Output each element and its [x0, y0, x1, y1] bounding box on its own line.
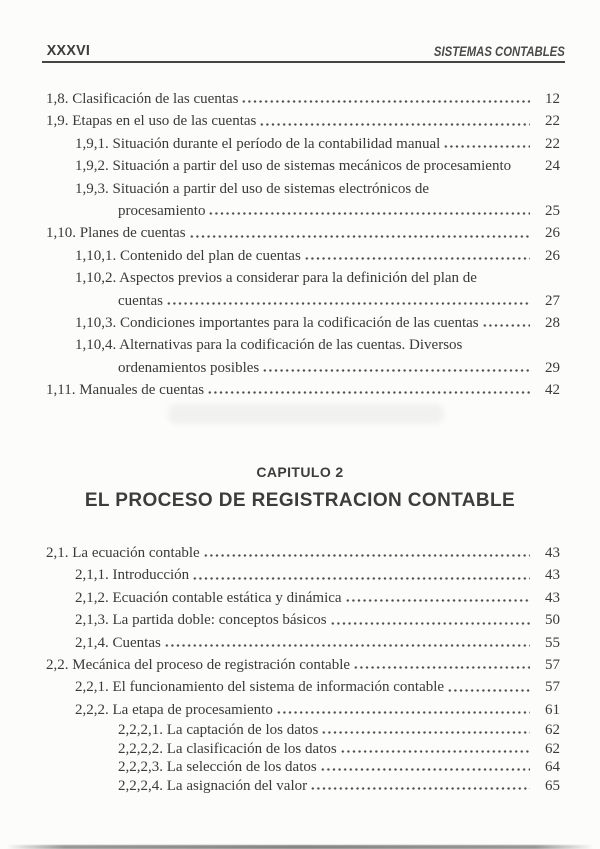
toc-entry-text: 2,2,2. La etapa de procesamiento — [75, 701, 273, 718]
toc-row — [46, 155, 560, 177]
toc-entry-text: 2,1,2. Ecuación contable estática y dinámica — [75, 589, 342, 606]
toc-entry-page: 65 — [545, 777, 560, 794]
toc-entry-text: 2,1,3. La partida doble: conceptos básicos — [75, 612, 327, 629]
toc-row — [46, 542, 560, 564]
toc-entry-text: 2,1. La ecuación contable — [46, 545, 200, 561]
dot-leader — [432, 190, 530, 193]
chapter-label: CAPITULO 2 — [256, 464, 344, 480]
toc-entry-page: 43 — [545, 567, 560, 584]
running-header — [42, 0, 565, 63]
toc-entry-text: 1,10. Planes de cuentas — [46, 225, 186, 242]
page-folio: XXXVI — [46, 42, 91, 59]
toc-entry-page: 28 — [545, 314, 560, 331]
toc-entry-page: 24 — [545, 158, 560, 175]
toc-entry-text: 1,10,4. Alternativas para la codificación de las cuentas. Diversos — [75, 337, 463, 354]
toc-row — [46, 200, 560, 222]
toc-entry-text: 2,2. Mecánica del proceso de registración contable — [46, 656, 351, 673]
toc-entry-text: ordenamientos posibles — [118, 359, 260, 376]
toc-entry-text: 1,10,1. Contenido del plan de cuentas — [75, 247, 301, 264]
toc-chapter1-list — [46, 88, 560, 401]
toc-entry-page: 43 — [545, 545, 560, 561]
toc-entry-page: 29 — [545, 359, 560, 376]
running-title: SISTEMAS CONTABLES — [434, 44, 565, 59]
toc-entry-page: 26 — [545, 225, 560, 242]
toc-row — [46, 290, 560, 312]
toc-entry-text: 2,2,2,1. La captación de los datos — [118, 722, 319, 739]
dot-leader — [330, 622, 530, 625]
toc-entry-text: 1,9. Etapas en el uso de las cuentas — [46, 113, 257, 130]
dot-leader — [353, 666, 530, 669]
toc-entry-text: cuentas — [118, 292, 163, 309]
dot-leader — [189, 235, 530, 238]
dot-leader — [259, 123, 530, 126]
dot-leader — [320, 768, 530, 771]
toc-entry-page: 27 — [545, 292, 560, 309]
dot-leader — [203, 554, 530, 557]
toc-row — [46, 564, 560, 586]
dot-leader — [310, 787, 530, 790]
dot-leader — [340, 750, 530, 753]
toc-row — [46, 609, 560, 631]
toc-entry-page: 55 — [545, 634, 560, 651]
dot-leader — [304, 257, 530, 260]
toc-entry-text: 2,2,2,4. La asignación del valor — [118, 777, 308, 794]
toc-entry-text: 2,2,1. El funcionamiento del sistema de información contable — [75, 679, 445, 696]
chapter-title: EL PROCESO DE REGISTRACION CONTABLE — [84, 490, 516, 511]
dot-leader — [443, 145, 530, 148]
toc-entry-text: 1,10,3. Condiciones importantes para la codificación de las cuentas — [75, 314, 479, 331]
toc-row — [46, 245, 560, 267]
toc-chapter2-list — [46, 542, 560, 796]
toc-entry-page: 62 — [545, 740, 560, 757]
toc-entry-text: 1,11. Manuales de cuentas — [46, 382, 205, 399]
toc-entry-text: procesamiento — [118, 202, 206, 219]
dot-leader — [447, 689, 530, 692]
toc-row — [46, 222, 560, 244]
dot-leader — [241, 100, 530, 103]
toc-row — [46, 357, 560, 379]
toc-entry-text: 1,9,3. Situación a partir del uso de sistemas electrónicos de — [75, 180, 430, 197]
toc-entry-page: 57 — [545, 679, 560, 696]
toc-entry-page: 25 — [545, 202, 560, 219]
toc-entry-page: 42 — [545, 382, 560, 399]
toc-row — [46, 632, 560, 654]
toc-entry-page: 12 — [545, 91, 560, 107]
toc-entry-page: 57 — [545, 656, 560, 673]
dot-leader — [514, 168, 530, 171]
toc-entry-text: 2,1,1. Introducción — [75, 567, 190, 584]
toc-row — [46, 267, 560, 289]
toc-row — [46, 699, 560, 721]
toc-row — [46, 178, 560, 200]
toc-entry-page: 50 — [545, 612, 560, 629]
dot-leader — [480, 280, 530, 283]
dot-leader — [345, 599, 530, 602]
dot-leader — [207, 391, 530, 394]
toc-row — [46, 334, 560, 356]
toc-row — [46, 312, 560, 334]
toc-entry-page: 22 — [545, 113, 560, 130]
toc-row — [46, 88, 560, 110]
toc-row — [46, 654, 560, 676]
dot-leader — [164, 644, 530, 647]
toc-row — [46, 777, 560, 796]
dot-leader — [166, 302, 530, 305]
toc-row — [46, 587, 560, 609]
scan-edge-artifact — [6, 845, 594, 849]
toc-entry-text: 1,9,2. Situación a partir del uso de sistemas mecánicos de procesamiento — [75, 158, 512, 175]
page-bleed-through-artifact — [168, 404, 444, 424]
toc-row — [46, 758, 560, 777]
toc-row — [46, 133, 560, 155]
dot-leader — [482, 324, 530, 327]
toc-row — [46, 740, 560, 759]
toc-entry-text: 1,9,1. Situación durante el período de la contabilidad manual — [75, 135, 441, 152]
dot-leader — [208, 212, 530, 215]
dot-leader — [262, 369, 530, 372]
toc-row — [46, 110, 560, 132]
chapter-heading — [0, 462, 600, 513]
toc-row — [46, 676, 560, 698]
toc-entry-text: 2,2,2,3. La selección de los datos — [118, 759, 317, 776]
toc-entry-page: 22 — [545, 135, 560, 152]
toc-entry-page: 62 — [545, 722, 560, 739]
toc-row — [46, 721, 560, 740]
toc-entry-page: 26 — [545, 247, 560, 264]
toc-entry-text: 1,8. Clasificación de las cuentas — [46, 91, 239, 107]
toc-entry-text: 2,2,2,2. La clasificación de los datos — [118, 740, 337, 757]
toc-entry-text: 1,10,2. Aspectos previos a considerar para la definición del plan de — [75, 270, 477, 287]
dot-leader — [276, 711, 530, 714]
dot-leader — [321, 731, 530, 734]
toc-entry-page: 61 — [545, 701, 560, 718]
toc-entry-text: 2,1,4. Cuentas — [75, 634, 161, 651]
toc-row — [46, 379, 560, 401]
toc-entry-page: 43 — [545, 589, 560, 606]
dot-leader — [192, 577, 530, 580]
dot-leader — [465, 347, 530, 350]
toc-entry-page: 64 — [545, 759, 560, 776]
